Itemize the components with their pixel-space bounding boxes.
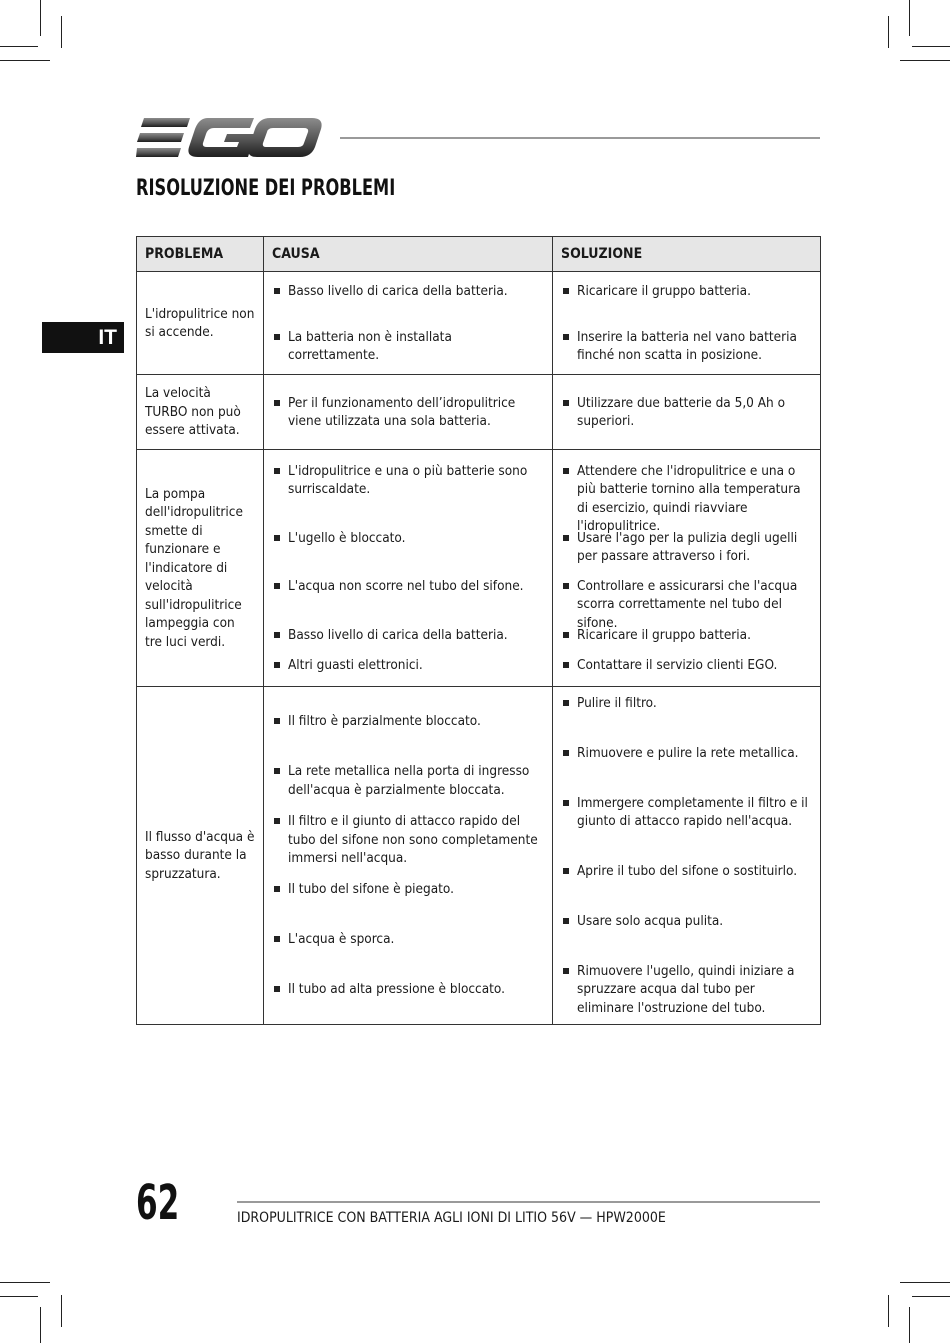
- page-number: 62: [136, 1175, 180, 1231]
- solution-cell: [553, 375, 821, 450]
- table-row: [137, 687, 821, 1025]
- cause-item: L'idropulitrice e una o più batterie sono surriscaldate.: [272, 462, 544, 529]
- solution-item: Inserire la batteria nel vano batteria finché non scatta in posizione.: [561, 328, 812, 365]
- crop-mark: [0, 60, 50, 61]
- cause-cell: [264, 272, 553, 375]
- solution-item: Contattare il servizio clienti EGO.: [561, 656, 812, 675]
- solution-item: Ricaricare il gruppo batteria.: [561, 282, 812, 328]
- language-tab: IT: [42, 322, 124, 353]
- solution-cell: [553, 272, 821, 375]
- page-title: RISOLUZIONE DEI PROBLEMI: [136, 176, 396, 201]
- cause-item: Basso livello di carica della batteria.: [272, 282, 544, 328]
- solution-item: Rimuovere l'ugello, quindi iniziare a spruzzare acqua dal tubo per eliminare l'ostruzione del tubo.: [561, 962, 812, 1018]
- cause-item: Il filtro è parzialmente bloccato.: [272, 712, 544, 762]
- header-rule: [340, 137, 820, 139]
- solution-item: Attendere che l'idropulitrice e una o più batterie tornino alla temperatura di esercizio, quindi riavviare l'idropulitrice.: [561, 462, 812, 529]
- footer-product-title: IDROPULITRICE CON BATTERIA AGLI IONI DI LITIO 56V — HPW2000E: [237, 1210, 666, 1226]
- solution-item: Usare solo acqua pulita.: [561, 912, 812, 962]
- crop-mark: [61, 1295, 62, 1327]
- cause-cell: [264, 450, 553, 687]
- cause-item: Il tubo ad alta pressione è bloccato.: [272, 980, 544, 999]
- crop-mark: [888, 1295, 889, 1327]
- solution-item: Usare l'ago per la pulizia degli ugelli per passare attraverso i fori.: [561, 529, 812, 577]
- solution-item: Pulire il filtro.: [561, 694, 812, 744]
- crop-mark: [909, 1307, 910, 1343]
- table-row: [137, 450, 821, 687]
- column-header-problem: PROBLEMA: [137, 237, 264, 272]
- cause-cell: [264, 687, 553, 1025]
- column-header-solution: SOLUZIONE: [553, 237, 821, 272]
- cause-cell: [264, 375, 553, 450]
- problem-cell: La velocità TURBO non può essere attivata.: [137, 375, 264, 450]
- crop-mark: [61, 16, 62, 48]
- crop-mark: [0, 1282, 50, 1283]
- crop-mark: [909, 0, 910, 36]
- solution-item: Controllare e assicurarsi che l'acqua scorra correttamente nel tubo del sifone.: [561, 577, 812, 626]
- problem-cell: La pompa dell'idropulitrice smette di funzionare e l'indicatore di velocità sull'idropulitrice lampeggia con tre luci verdi.: [137, 450, 264, 687]
- cause-item: L'ugello è bloccato.: [272, 529, 544, 577]
- ego-logo: [136, 116, 322, 160]
- column-header-cause: CAUSA: [264, 237, 553, 272]
- solution-item: Rimuovere e pulire la rete metallica.: [561, 744, 812, 794]
- crop-mark: [912, 1296, 950, 1297]
- cause-item: Il filtro e il giunto di attacco rapido del tubo del sifone non sono completamente immersi nell'acqua.: [272, 812, 544, 880]
- cause-item: Basso livello di carica della batteria.: [272, 626, 544, 656]
- solution-item: Aprire il tubo del sifone o sostituirlo.: [561, 862, 812, 912]
- cause-item: La batteria non è installata correttamente.: [272, 328, 544, 365]
- crop-mark: [888, 16, 889, 48]
- table-row: [137, 375, 821, 450]
- solution-item: Ricaricare il gruppo batteria.: [561, 626, 812, 656]
- footer-rule: [237, 1201, 820, 1203]
- crop-mark: [900, 60, 950, 61]
- solution-item: Immergere completamente il filtro e il giunto di attacco rapido nell'acqua.: [561, 794, 812, 862]
- solution-item: Utilizzare due batterie da 5,0 Ah o superiori.: [561, 394, 812, 431]
- cause-item: Per il funzionamento dell’idropulitrice viene utilizzata una sola batteria.: [272, 394, 544, 431]
- table-header-row: [137, 237, 821, 272]
- cause-item: La rete metallica nella porta di ingresso dell'acqua è parzialmente bloccata.: [272, 762, 544, 812]
- solution-cell: [553, 687, 821, 1025]
- table-row: [137, 272, 821, 375]
- cause-item: L'acqua non scorre nel tubo del sifone.: [272, 577, 544, 626]
- crop-mark: [40, 0, 41, 36]
- troubleshooting-table: [136, 236, 821, 1025]
- crop-mark: [900, 1282, 950, 1283]
- cause-item: Altri guasti elettronici.: [272, 656, 544, 675]
- crop-mark: [0, 1296, 38, 1297]
- crop-mark: [912, 46, 950, 47]
- cause-item: Il tubo del sifone è piegato.: [272, 880, 544, 930]
- problem-cell: L'idropulitrice non si accende.: [137, 272, 264, 375]
- crop-mark: [0, 46, 38, 47]
- cause-item: L'acqua è sporca.: [272, 930, 544, 980]
- problem-cell: Il flusso d'acqua è basso durante la spruzzatura.: [137, 687, 264, 1025]
- solution-cell: [553, 450, 821, 687]
- crop-mark: [40, 1307, 41, 1343]
